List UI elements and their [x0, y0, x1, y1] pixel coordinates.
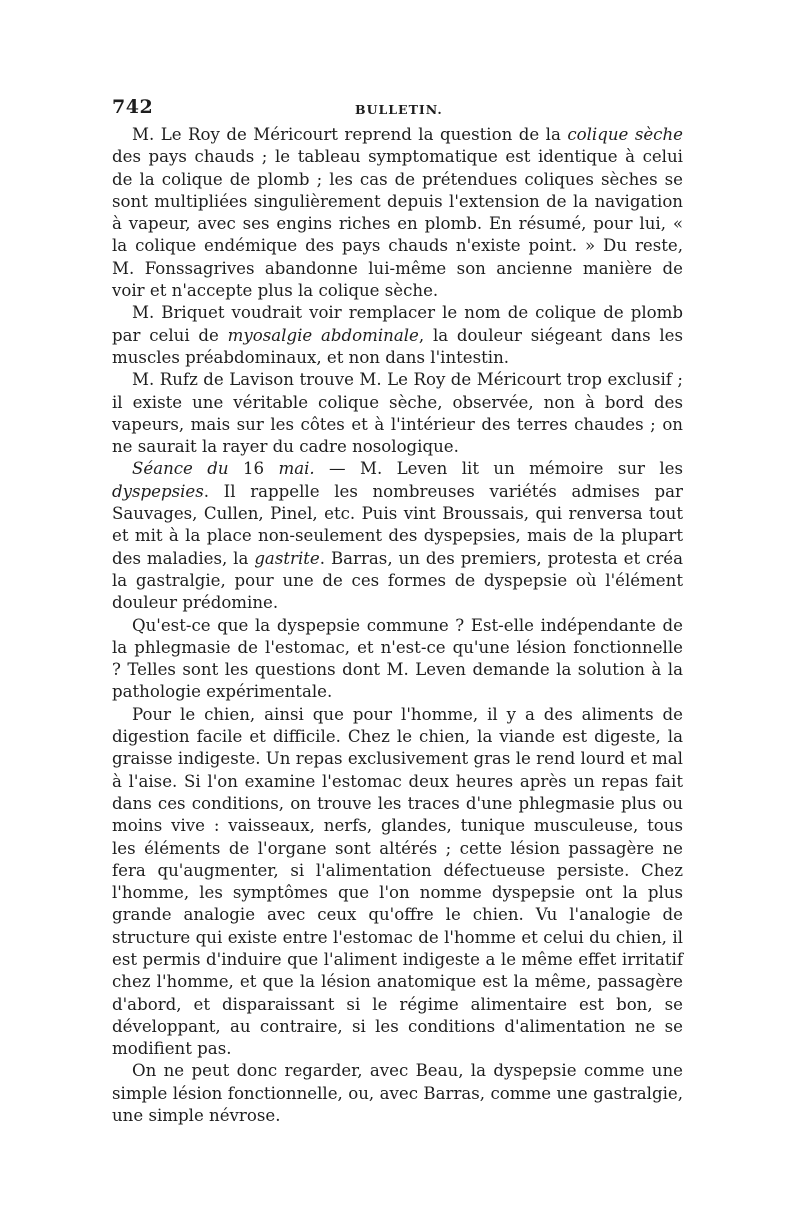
text-run: Pour le chien, ainsi que pour l'homme, il y a des aliments de digestion facile et difficile. Chez le chien, la viande est digeste, la graisse indigeste. Un repas exclusivement gras le rend lourd et mal à l'aise. Si l'on examine l'estomac deux heures après un repas fait dans ces conditions, on trouve les traces d'une phlegmasie plus ou moins vive : vaisseaux, nerfs, glandes, tunique musculeuse, tous les éléments de l'organe sont altérés ; cette lésion passagère ne fera qu'augmenter, si l'alimentation défectueuse persiste. Chez l'homme, les symptômes que l'on nomme dyspepsie ont la plus grande analogie avec ceux qu'offre le chien. Vu l'analogie de structure qui existe entre l'estomac de l'homme et celui du chien, il est permis d'induire que l'aliment indigeste a le même effet irritatif chez l'homme, et que la lésion anatomique est la même, passagère d'abord, et disparaissant si le régime alimentaire est bon, se développant, au contraire, si les conditions d'alimentation ne se modifient pas.: [112, 704, 683, 1059]
text-run: On ne peut donc regarder, avec Beau, la dyspepsie comme une simple lésion fonctionnelle, ou, avec Barras, comme une gastralgie, une simple névrose.: [112, 1061, 683, 1126]
text-run: 16: [228, 459, 279, 479]
page-number: 742: [112, 96, 154, 118]
paragraph: [112, 1060, 683, 1127]
paragraph: [112, 302, 683, 369]
body-text: [112, 124, 683, 1127]
paragraph: [112, 369, 683, 458]
text-run: des pays chauds ; le tableau symptomatique est identique à celui de la colique de plomb ; les cas de prétendues coliques sèches se sont multipliées singulièrement depuis l'extension de la navigation à vapeur, avec ses engins riches en plomb. En résumé, pour lui, « la colique endémique des pays chauds n'existe point. » Du reste, M. Fonssagrives abandonne lui-même son ancienne manière de voir et n'accepte plus la colique sèche.: [112, 147, 683, 301]
text-run: M. Briquet voudrait voir remplacer le nom de colique de plomb par celui de: [112, 303, 683, 345]
italic-text: dyspepsies: [112, 481, 204, 501]
italic-text: mai.: [278, 459, 315, 479]
italic-text: gastrite: [254, 548, 320, 568]
text-run: . Barras, un des premiers, protesta et créa la gastralgie, pour une de ces formes de dyspepsie où l'élément douleur prédomine.: [112, 548, 683, 613]
paragraph: [112, 124, 683, 302]
text-run: , la douleur siégeant dans les muscles préabdominaux, et non dans l'intestin.: [112, 325, 684, 367]
text-run: M. Rufz de Lavison trouve M. Le Roy de Méricourt trop exclusif ; il existe une véritable colique sèche, observée, non à bord des vapeurs, mais sur les côtes et à l'intérieur des terres chaudes ; on ne saurait la rayer du cadre nosologique.: [112, 370, 683, 457]
book-page: [112, 96, 683, 1127]
text-run: Qu'est-ce que la dyspepsie commune ? Est-elle indépendante de la phlegmasie de l'estomac, et n'est-ce qu'une lésion fonctionnelle ? Telles sont les questions dont M. Leven demande la solution à la pathologie expérimentale.: [112, 615, 683, 702]
paragraph: [112, 458, 683, 614]
text-run: — M. Leven lit un mémoire sur les: [314, 459, 684, 479]
paragraph: [112, 615, 683, 704]
page-header: [112, 96, 683, 124]
italic-text: Séance du: [132, 459, 229, 479]
running-head: BULLETIN.: [355, 102, 443, 117]
text-run: . Il rappelle les nombreuses variétés admises par Sauvages, Cullen, Pinel, etc. Puis vint Broussais, qui renversa tout et mit à la place non-seulement des dyspepsies, mais de la plupart des maladies, la: [112, 481, 683, 568]
italic-text: myosalgie abdominale: [227, 325, 419, 345]
text-run: M. Le Roy de Méricourt reprend la question de la: [132, 125, 568, 144]
paragraph: [112, 704, 683, 1061]
italic-text: colique sèche: [567, 125, 683, 144]
